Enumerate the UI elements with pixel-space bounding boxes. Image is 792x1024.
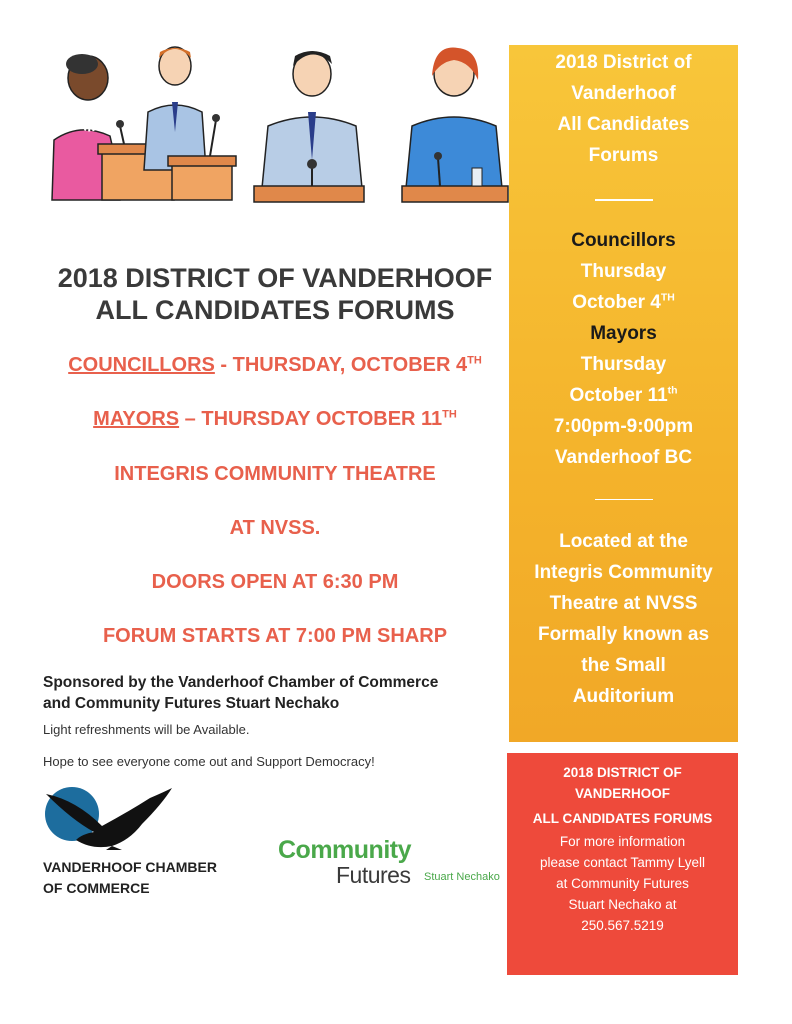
mayors-label: MAYORS [93,408,180,430]
sidebar-location-6: Auditorium [572,686,675,707]
councillors-sup: TH [467,354,482,367]
sidebar-place: Vanderhoof BC [554,446,693,468]
sidebar-councillors-date-line [509,287,738,318]
sidebar-location-3: Theatre at NVSS [549,593,698,614]
sponsor-line-2: and Community Futures Stuart Nechako [43,695,340,712]
sidebar-divider-1 [595,199,653,201]
sidebar-councillors-date: October 4 [572,291,661,313]
info-body-5: 250.567.5219 [581,918,664,933]
sidebar-mayors-label: Mayors [590,322,657,344]
sidebar-councillors-label: Councillors [571,229,676,251]
candidate-woman-blue-figure [406,48,502,188]
sidebar-divider-2 [595,499,653,501]
candidates-illustration [40,40,510,208]
sidebar-mayors-date: October 11 [569,384,668,406]
info-body-4: Stuart Nechako at [568,897,677,912]
cf-word-futures: Futures [336,862,411,888]
poster-title-line2: ALL CANDIDATES FORUMS [95,295,455,325]
sidebar-heading-1: 2018 District of [555,52,692,73]
chamber-name-line2: OF COMMERCE [43,880,150,896]
sidebar-heading-3: All Candidates [557,114,690,135]
info-heading-3: ALL CANDIDATES FORUMS [532,811,713,826]
councillors-date: THURSDAY, OCTOBER 4 [232,354,468,376]
sidebar-location-4: Formally known as [537,624,710,645]
sponsor-line-1: Sponsored by the Vanderhoof Chamber of Commerce [43,674,439,691]
venue-line-2: AT NVSS. [229,517,321,539]
info-body-2: please contact Tammy Lyell [539,855,706,870]
info-heading-2: VANDERHOOF [574,786,670,801]
sidebar-heading [509,45,738,171]
mayors-date: THURSDAY OCTOBER 11 [201,408,443,430]
candidate-man-blue-figure [144,47,206,170]
mayors-sep: – [179,408,202,430]
councillors-label: COUNCILLORS [68,354,215,376]
mayors-sup: TH [442,408,457,421]
councillors-sep: - [214,354,233,376]
forum-start: FORUM STARTS AT 7:00 PM SHARP [102,625,448,647]
info-body [507,831,738,936]
sidebar-location-1: Located at the [559,531,688,552]
sidebar-heading-4: Forums [588,145,659,166]
hope-note: Hope to see everyone come out and Support Democracy! [43,754,375,769]
info-heading-1: 2018 DISTRICT OF [563,765,682,780]
refreshments-note: Light refreshments will be Available. [43,722,250,737]
chamber-eagle-logo [42,784,176,852]
doors-open: DOORS OPEN AT 6:30 PM [151,571,399,593]
sponsor-text [43,672,513,714]
sidebar-time: 7:00pm-9:00pm [553,415,694,437]
info-heading [507,753,738,829]
sidebar-schedule [509,225,738,473]
community-futures-logo [278,836,500,888]
sidebar-mayors-sup: th [667,385,678,397]
mayors-line [30,408,520,431]
sidebar-heading-2: Vanderhoof [571,83,676,104]
sidebar-location-2: Integris Community [534,562,713,583]
cf-word-community: Community [278,836,411,864]
sidebar-location [509,526,738,712]
councillors-line [30,354,520,377]
poster-title-line1: 2018 DISTRICT OF VANDERHOOF [57,263,493,293]
info-body-3: at Community Futures [556,876,689,891]
info-body-1: For more information [559,834,686,849]
venue-line-1: INTEGRIS COMMUNITY THEATRE [114,463,436,485]
sidebar-councillors-day: Thursday [580,260,667,282]
cf-sub-stuart-nechako: Stuart Nechako [424,871,500,883]
poster-title [30,262,520,326]
info-box [507,753,738,975]
chamber-name-line1: VANDERHOOF CHAMBER [43,859,217,875]
sidebar-location-5: the Small [581,655,666,676]
sidebar-mayors-day: Thursday [580,353,667,375]
chamber-name [43,857,217,899]
sidebar-mayors-date-line [509,380,738,411]
sidebar-councillors-sup: TH [660,292,675,304]
sidebar-panel [509,45,738,742]
